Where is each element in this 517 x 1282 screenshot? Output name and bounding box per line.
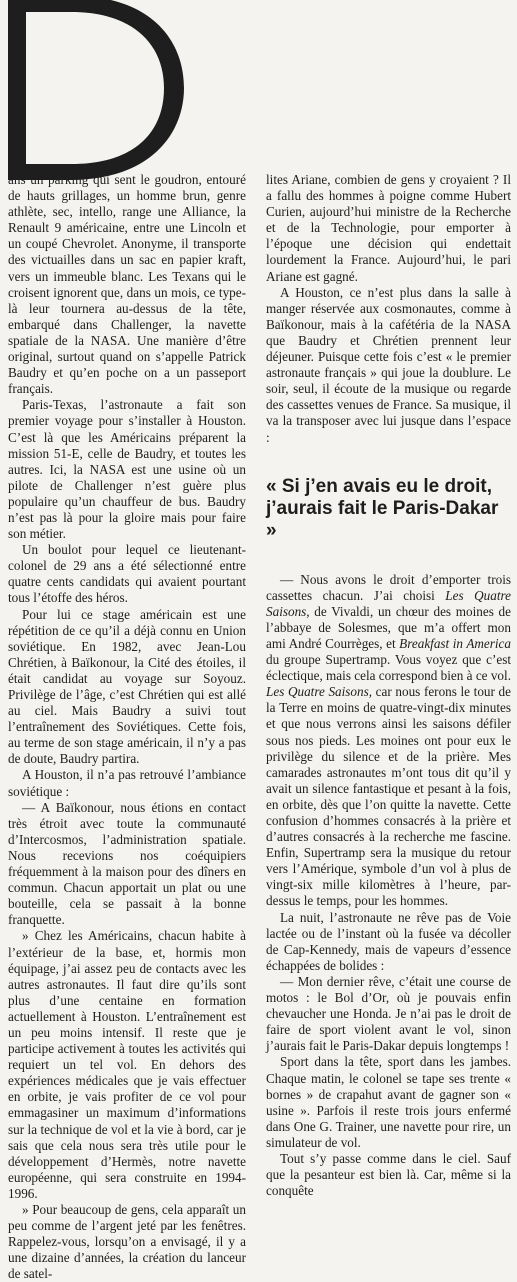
paragraph: » Pour beaucoup de gens, cela apparaît un peu comme de l’argent jeté par les fenêtres. Rappelez-vous, lorsqu’on a envisagé, il y a une dizaine d’années, la création du lanceur de satel-	[8, 1202, 246, 1282]
paragraph: — A Baïkonour, nous étions en contact très étroit avec toute la communauté d’Intercosmos, l’administration spatiale. Nous recevions nos coéquipiers fréquemment à la maison pour des dîners en commun. Chacun apportait un plat ou une bouteille, cela se passait à la bonne franquette.	[8, 799, 246, 928]
paragraph: Pour lui ce stage américain est une répétition de ce qu’il a déjà connu en Union soviétique. En 1982, avec Jean-Lou Chrétien, à Baïkonour, la Cité des étoiles, il était candidat au voyage sur Soyouz. Privilège de l’âge, c’est Chrétien qui est allé au ciel. Mais Baudry a suivi tout l’entraînement des Soviétiques. Cette fois, au terme de son stage américain, il n’y a pas de doute, Baudry partira.	[8, 606, 246, 767]
paragraph: Un boulot pour lequel ce lieutenant-colonel de 29 ans a été sélectionné entre quatre cents candidats qui avaient pourtant tous l’étoffe des héros.	[8, 542, 246, 606]
paragraph: A Houston, il n’a pas retrouvé l’ambiance soviétique :	[8, 767, 246, 799]
paragraph: Paris-Texas, l’astronaute a fait son premier voyage pour s’installer à Houston. C’est là que les Américains préparent la mission 51-E, celle de Baudry, et toutes les autres. Ici, la NASA est une usine où un pilote de Challenger n’est guère plus populaire qu’un chauffeur de bus. Baudry n’est pas là pour la gloire mais pour faire son métier.	[8, 397, 246, 542]
paragraph: A Houston, ce n’est plus dans la salle à manger réservée aux cosmonautes, comme à Baïkonour, mais à la cafétéria de la NASA que Baudry et Chrétien prennent leur déjeuner. Puisque cette fois c’est « le premier astronaute français » qui joue la doublure. Le soir, seul, il écoute de la musique ou regarde des cassettes venues de France. Sa musique, il va la transposer avec lui jusque dans l’espace :	[266, 284, 511, 445]
right-column	[266, 172, 511, 1199]
pull-quote: « Si j’en avais eu le droit, j’aurais fait le Paris-Dakar »	[266, 475, 499, 541]
quote-paragraph: — Nous avons le droit d’emporter trois cassettes chacun. J’ai choisi Les Quatre Saisons, de Vivaldi, un chœur des moines de l’abbaye de Solesmes, que m’a offert mon ami André Courrèges, et Breakfast in America du groupe Supertramp. Vous voyez que c’est éclectique, mais cela correspond bien à ce vol. Les Quatre Saisons, car nous ferons le tour de la Terre en moins de quatre-vingt-dix minutes et que nous verrons ainsi les saisons défiler sous nos pieds. Les moines ont pour eux le privilège du silence et de la prière. Mes camarades astronautes m’ont tous dit qu’il y avait un silence fantastique et pesant à la fois, en orbite, dès que l’on quitte la navette. Cette confusion d’hommes consacrés à la prière et d’autres consacrés à la recherche me fascine. Enfin, Supertramp sera la musique du retour vers l’Amérique, symbole d’un vol à plus de vingt-six mille kilomètres à l’heure, par-dessus le temps, pour les hommes.	[266, 571, 511, 909]
paragraph: Tout s’y passe comme dans le ciel. Sauf que la pesanteur est bien là. Car, même si la conquête	[266, 1150, 511, 1199]
paragraph: » Chez les Américains, chacun habite à l’extérieur de la base, et, hormis mon équipage, j’ai assez peu de contacts avec les autres astronautes. Il faut dire qu’ils sont plus d’une centaine en formation actuellement à Houston. L’entraînement est un peu moins intensif. Il reste que je participe activement à toutes les activités qui requiert un tel vol. En dehors des expériences médicales que je vais effectuer en orbite, je vais profiter de ce vol pour emmagasiner un maximum d’informations sur la technique de vol et la vie à bord, car je sais que cela nous sera très utile pour le développement d’Hermès, notre navette européenne, qui sera construite en 1994-1996.	[8, 928, 246, 1201]
paragraph: lites Ariane, combien de gens y croyaient ? Il a fallu des hommes à poigne comme Hubert Curien, aujourd’hui ministre de la Recherche et de la Technologie, pour emporter à l’époque une décision qui endettait lourdement la France. Aujourd’hui, le pari Ariane est gagné.	[266, 172, 511, 284]
lead-paragraph: ans un parking qui sent le goudron, entouré de hauts grillages, un homme brun, genre athlète, sec, intello, range une Alliance, la Renault 9 américaine, entre une Lincoln et un coupé Chevrolet. Anonyme, il transporte des victuailles dans un sac en papier kraft, vers un immeuble blanc. Les Texans qui le croisent ignorent que, dans un mois, ce type-là leur tournera au-dessus de la tête, embarqué dans Challenger, la navette spatiale de la NASA. Une manière d’être original, surtout quand on s’appelle Patrick Baudry et qu’en poche on a un passeport français.	[8, 172, 246, 397]
paragraph: La nuit, l’astronaute ne rêve pas de Voie lactée ou de l’instant où la fusée va décoller de Cap-Kennedy, mais de vapeurs d’essence échappées de bolides :	[266, 909, 511, 973]
left-column	[8, 0, 246, 1282]
paragraph: Sport dans la tête, sport dans les jambes. Chaque matin, le colonel se tape ses trente « bornes » de crapahut avant de gagner son « usine ». Parfois il reste trois jours enfermé dans One G. Trainer, une navette pour rire, un simulateur de vol.	[266, 1054, 511, 1150]
paragraph: — Mon dernier rêve, c’était une course de motos : le Bol d’Or, où je pouvais enfin chevaucher une Honda. Je n’ai pas le droit de faire de sport violent avant le vol, sinon j’aurais fait le Paris-Dakar depuis longtemps !	[266, 973, 511, 1054]
